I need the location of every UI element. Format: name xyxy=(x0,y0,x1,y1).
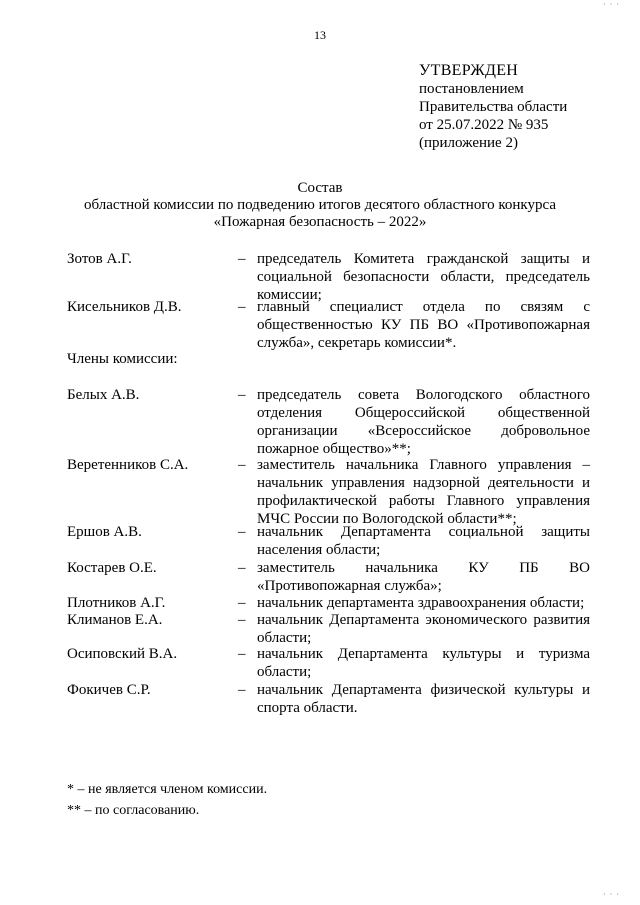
footnotes xyxy=(67,779,267,821)
scan-mark: · · · xyxy=(603,890,620,899)
approval-line: Правительства области xyxy=(419,99,568,115)
approval-date: от 25.07.2022 № 935 xyxy=(419,117,549,133)
member-role xyxy=(257,611,590,647)
member-role xyxy=(257,681,590,717)
approval-heading: УТВЕРЖДЕН xyxy=(419,62,519,79)
entry-dash: – xyxy=(238,612,246,628)
role-line: области; xyxy=(257,664,312,680)
role-line: служба», секретарь комиссии*. xyxy=(257,335,457,351)
role-line: начальник Департамента социальной защиты xyxy=(257,524,590,540)
member-name: Климанов Е.А. xyxy=(67,612,163,628)
document-title xyxy=(0,180,640,231)
role-line: профилактической работы Главного управления xyxy=(257,493,590,509)
role-line: социальной безопасности области, председатель xyxy=(257,269,590,285)
member-role xyxy=(257,645,590,681)
role-line: области; xyxy=(257,630,312,646)
role-line: общественностью КУ ПБ ВО «Противопожарная xyxy=(257,317,590,333)
title-line: областной комиссии по подведению итогов десятого областного конкурса xyxy=(84,197,556,213)
member-role xyxy=(257,523,590,559)
scan-mark: · · · xyxy=(603,0,620,9)
entry-dash: – xyxy=(238,457,246,473)
member-name: Кисельников Д.В. xyxy=(67,299,182,315)
member-role xyxy=(257,386,590,458)
role-line: начальник Департамента физической культуры и xyxy=(257,682,590,698)
role-line: МЧС России по Вологодской области**; xyxy=(257,511,517,527)
member-name: Веретенников С.А. xyxy=(67,457,189,473)
member-name: Осиповский В.А. xyxy=(67,646,178,662)
member-name: Костарев О.Е. xyxy=(67,560,157,576)
member-name: Белых А.В. xyxy=(67,387,140,403)
role-line: отделения Общероссийской общественной xyxy=(257,405,590,421)
footnote: ** – по согласованию. xyxy=(67,803,200,818)
role-line: начальник управления надзорной деятельности и xyxy=(257,475,590,491)
role-line: председатель Комитета гражданской защиты и xyxy=(257,251,590,267)
member-name: Ершов А.В. xyxy=(67,524,142,540)
role-line: спорта области. xyxy=(257,700,358,716)
role-line: начальник департамента здравоохранения области; xyxy=(257,595,585,611)
entry-dash: – xyxy=(238,646,246,662)
entry-dash: – xyxy=(238,524,246,540)
entry-dash: – xyxy=(238,595,246,611)
role-line: главный специалист отдела по связям с xyxy=(257,299,590,315)
role-line: заместитель начальника КУ ПБ ВО xyxy=(257,560,590,576)
role-line: начальник Департамента культуры и туризма xyxy=(257,646,590,662)
entry-dash: – xyxy=(238,560,246,576)
page-number: 13 xyxy=(314,28,326,42)
member-name: Зотов А.Г. xyxy=(67,251,132,267)
role-line: населения области; xyxy=(257,542,381,558)
footnote: * – не является членом комиссии. xyxy=(67,782,268,797)
title-line: Состав xyxy=(297,180,343,196)
entry-dash: – xyxy=(238,682,246,698)
members-heading: Члены комиссии: xyxy=(67,351,178,367)
role-line: председатель совета Вологодского областного xyxy=(257,387,590,403)
role-line: пожарное общество»**; xyxy=(257,441,411,457)
role-line: комиссии; xyxy=(257,287,322,303)
entry-dash: – xyxy=(238,251,246,267)
role-line: «Противопожарная служба»; xyxy=(257,578,442,594)
member-role xyxy=(257,559,590,595)
role-line: организации «Всероссийское добровольное xyxy=(257,423,590,439)
member-role xyxy=(257,594,590,612)
entry-dash: – xyxy=(238,299,246,315)
approval-annex: (приложение 2) xyxy=(419,135,518,151)
entry-dash: – xyxy=(238,387,246,403)
member-name: Плотников А.Г. xyxy=(67,595,166,611)
member-name: Фокичев С.Р. xyxy=(67,682,151,698)
approval-line: постановлением xyxy=(419,81,524,97)
member-role xyxy=(257,298,590,352)
approval-stamp xyxy=(419,62,619,152)
role-line: заместитель начальника Главного управления – xyxy=(257,457,590,473)
title-line: «Пожарная безопасность – 2022» xyxy=(213,214,427,230)
role-line: начальник Департамента экономического развития xyxy=(257,612,590,628)
member-role xyxy=(257,250,590,304)
member-role xyxy=(257,456,590,528)
